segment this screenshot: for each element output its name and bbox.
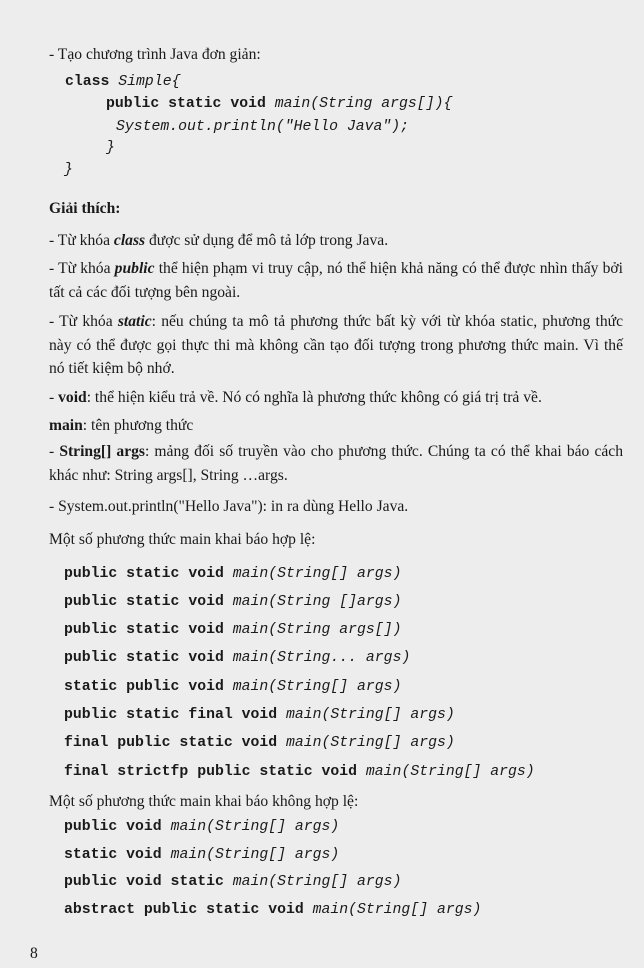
code-line: }: [64, 162, 73, 178]
code-line: public void static main(String[] args): [64, 874, 402, 890]
code-text: Simple{: [118, 74, 181, 90]
explain-paragraph: - Từ khóa class được sử dụng để mô tả lớp trong Java.: [49, 232, 389, 249]
code-line: public static final void main(String[] args): [64, 707, 455, 723]
code-keyword: class: [65, 74, 110, 90]
explain-paragraph: - Từ khóa static: nếu chúng ta mô tả phương thức bất kỳ với từ khóa static, phương thức này có thể được gọi thực thi mà không cần tạo đối tượng trong phương thức main. Vì thế nó tiết kiệm bộ nhớ.: [49, 313, 623, 377]
explain-paragraph: - Từ khóa public thể hiện phạm vi truy cập, nó thể hiện khả năng có thể được nhìn thấy bởi tất cả các đối tượng bên ngoài.: [49, 260, 623, 301]
explain-paragraph: main: tên phương thức: [49, 417, 194, 434]
code-line: abstract public static void main(String[] args): [64, 902, 482, 918]
code-line: System.out.println("Hello Java");: [116, 119, 410, 135]
code-line: public static void main(String args[]): [64, 622, 402, 638]
code-line: final strictfp public static void main(String[] args): [64, 764, 535, 780]
code-keyword: public static void: [106, 96, 266, 112]
explain-paragraph: - void: thể hiện kiểu trả về. Nó có nghĩa là phương thức không có giá trị trả về.: [49, 389, 542, 406]
code-line: [106, 94, 452, 114]
code-line: [65, 72, 180, 92]
code-line: public static void main(String[] args): [64, 566, 402, 582]
invalid-heading: Một số phương thức main khai báo không hợp lệ:: [49, 793, 359, 810]
code-line: static public void main(String[] args): [64, 679, 402, 695]
code-line: static void main(String[] args): [64, 847, 340, 863]
explain-heading: Giải thích:: [49, 200, 121, 217]
code-line: final public static void main(String[] args): [64, 735, 455, 751]
intro-line: - Tạo chương trình Java đơn giản:: [49, 46, 261, 63]
code-line: public static void main(String []args): [64, 594, 402, 610]
code-line: }: [106, 140, 115, 156]
valid-heading: Một số phương thức main khai báo hợp lệ:: [49, 531, 316, 548]
explain-paragraph: - System.out.println("Hello Java"): in ra dùng Hello Java.: [49, 498, 409, 515]
code-text: main(String args[]){: [274, 96, 453, 112]
explain-paragraph: - String[] args: mảng đối số truyền vào cho phương thức. Chúng ta có thể khai báo cách khác như: String args[], String …args.: [49, 443, 624, 484]
page-number: 8: [30, 945, 38, 962]
code-line: public void main(String[] args): [64, 819, 340, 835]
code-line: public static void main(String... args): [64, 650, 411, 666]
